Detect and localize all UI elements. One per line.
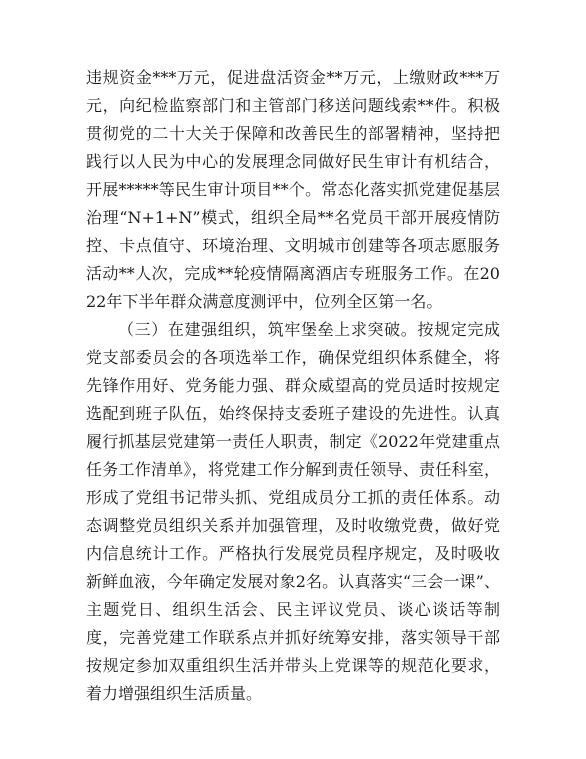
document-page <box>86 64 500 708</box>
paragraph-continuation: 违规资金***万元，促进盘活资金**万元，上缴财政***万元，向纪检监察部门和主管部门移送问题线索**件。积极贯彻党的二十大关于保障和改善民生的部署精神，坚持把践行以人民为中心的发展理念同做好民生审计有机结合，开展*****等民生审计项目**个。常态化落实抓党建促基层治理“N+1+N”模式，组织全局**名党员干部开展疫情防控、卡点值守、环境治理、文明城市创建等各项志愿服务活动**人次，完成**轮疫情隔离酒店专班服务工作。在2022年下半年群众满意度测评中，位列全区第一名。 <box>86 68 500 311</box>
paragraph-section-three: （三）在建强组织，筑牢堡垒上求突破。按规定完成党支部委员会的各项选举工作，确保党组织体系健全，将先锋作用好、党务能力强、群众威望高的党员适时按规定选配到班子队伍，始终保持支委班子建设的先进性。认真履行抓基层党建第一责任人职责，制定《2022年党建重点任务工作清单》，将党建工作分解到责任领导、责任科室，形成了党组书记带头抓、党组成员分工抓的责任体系。动态调整党员组织关系并加强管理，及时收缴党费，做好党内信息统计工作。严格执行发展党员程序规定，及时吸收新鲜血液，今年确定发展对象2名。认真落实“三会一课”、主题党日、组织生活会、民主评议党员、谈心谈话等制度，完善党建工作联系点并抓好统筹安排，落实领导干部按规定参加双重组织生活并带头上党课等的规范化要求，着力增强组织生活质量。 <box>86 320 500 703</box>
